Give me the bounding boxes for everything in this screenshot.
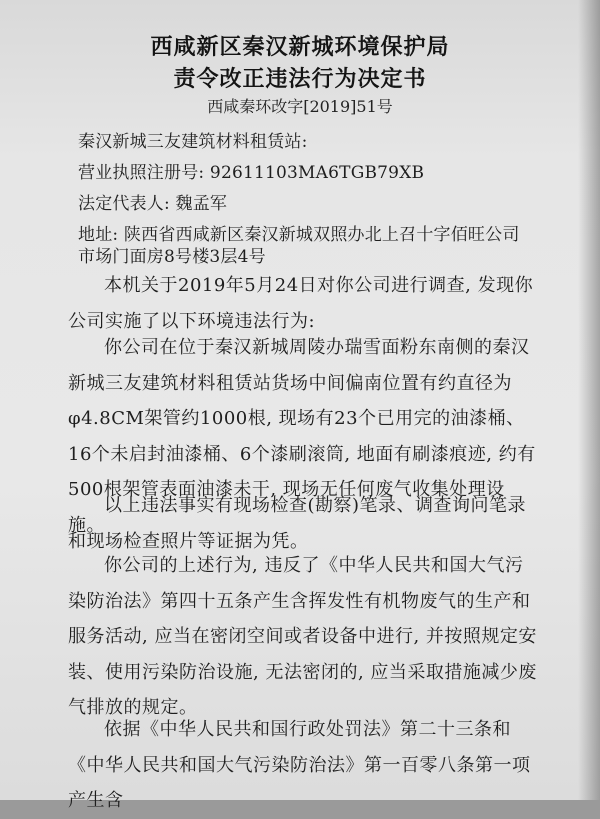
paragraph-legal-basis: 依据《中华人民共和国行政处罚法》第二十三条和《中华人民共和国大气污染防治法》第一百零八条第一项产生含 [68,719,531,811]
paragraph-investigation: 本机关于2019年5月24日对你公司进行调查, 发现你公司实施了以下环境违法行为: [68,275,534,332]
paragraph-evidence: 以上违法事实有现场检查(勘察)笔录、调查询问笔录和现场检查照片等证据为凭。 [68,495,527,552]
document-title-line2: 责令改正违法行为决定书 [173,67,427,92]
address-line2: 市场门面房8号楼3层4号 [78,247,266,267]
legal-representative: 法定代表人: 魏孟军 [78,194,228,214]
paragraph-legal-violation: 你公司的上述行为, 违反了《中华人民共和国大气污染防治法》第四十五条产生含挥发性有机物废气的生产和服务活动, 应当在密闭空间或者设备中进行, 并按照规定安装、使用污染防治设施, 无法密闭的, 应当采取措施减少废气排放的规定。 [68,555,537,718]
paragraph-violation-facts: 你公司在位于秦汉新城周陵办瑞雪面粉东南侧的秦汉新城三友建筑材料租赁站货场中间偏南位置有约直径为φ4.8CM架管约1000根, 现场有23个已用完的油漆桶、16个未启封油漆桶、6个漆刷滚筒, 地面有刷漆痕迹, 约有500根架管表面油漆未干, 现场无任何废气收集处理设施。 [68,337,536,536]
business-license-number: 营业执照注册号: 92611103MA6TGB79XB [78,163,425,183]
address-line1: 地址: 陕西省西咸新区秦汉新城双照办北上召十字佰旺公司 [78,225,520,245]
document-title-line1: 西咸新区秦汉新城环境保护局 [150,35,450,60]
document-number: 西咸秦环改字[2019]51号 [207,97,393,116]
recipient-name: 秦汉新城三友建筑材料租赁站: [78,132,308,152]
page-edge-shadow [578,0,600,800]
